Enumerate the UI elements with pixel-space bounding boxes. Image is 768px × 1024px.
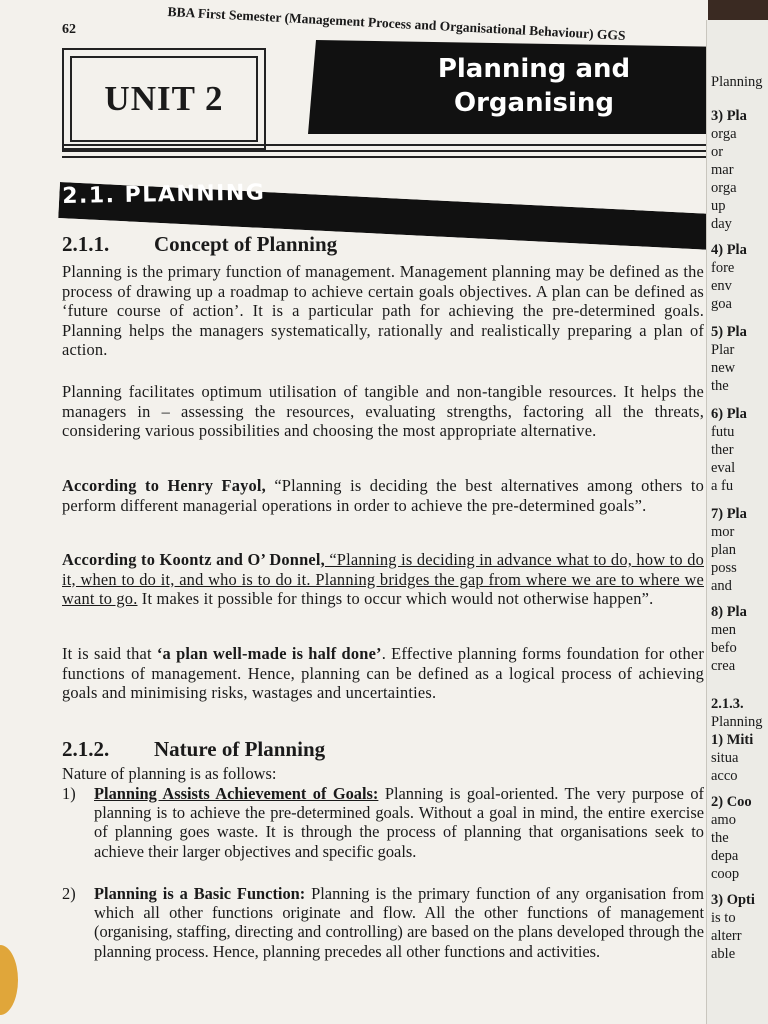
nature-item-2: [62, 884, 704, 984]
right-page-fragment: 2) Coo: [711, 794, 752, 810]
right-page-fragment: goa: [711, 296, 732, 312]
nature-item-1-text: Planning is goal-oriented. The very purpose of planning is to achieve the pre-determined goals. Without a goal in mind, the entire exercise of planning goes waste. It is through the process of planning that organisations seek to achieve their larger objectives and specific goals.: [94, 784, 705, 861]
nature-item-1-title: Planning Assists Achievement of Goals:: [94, 784, 379, 803]
nature-item-2-body: [94, 884, 704, 961]
right-page-fragment: day: [711, 216, 732, 232]
heading-concept-title: Concept of Planning: [154, 232, 338, 256]
right-page-fragment: orga: [711, 126, 737, 142]
section-title: 2.1. PLANNING: [62, 180, 266, 209]
nature-item-1-num: 1): [62, 784, 76, 803]
koontz-quote-rest: It makes it possible for things to occur which would not otherwise happen”.: [137, 589, 654, 609]
right-page-fragment: acco: [711, 768, 738, 784]
right-page-fragment: plan: [711, 542, 736, 558]
unit-title-line2: Organising: [453, 88, 614, 118]
right-page-fragment: alterr: [711, 928, 742, 944]
unit-title: [384, 52, 684, 120]
right-page-fragment: befo: [711, 640, 737, 656]
para-fayol: [62, 476, 704, 515]
right-page-fragment: up: [711, 198, 726, 214]
right-page-fragment: 1) Miti: [711, 732, 754, 748]
para-koontz: [62, 550, 704, 609]
right-page-fragment: situa: [711, 750, 739, 766]
nature-item-2-num: 2): [62, 884, 76, 903]
right-page-fragment: crea: [711, 658, 736, 674]
right-page-fragment: mar: [711, 162, 734, 178]
heading-nature-title: Nature of Planning: [154, 737, 326, 761]
right-page-fragment: amo: [711, 812, 736, 828]
right-page-fragment: the: [711, 378, 729, 394]
right-page-fragment: a fu: [711, 478, 734, 494]
right-page-fragment: eval: [711, 460, 736, 476]
right-page-fragment: 3) Opti: [711, 892, 755, 908]
nature-item-2-title-text: Planning is a Basic Function:: [94, 884, 306, 903]
right-page-fragment: 5) Pla: [711, 324, 747, 340]
right-page-fragment: fore: [711, 260, 735, 276]
heading-nature-num: 2.1.2.: [62, 737, 110, 761]
right-page-fragment: 8) Pla: [711, 604, 747, 620]
right-page-fragment: coop: [711, 866, 740, 882]
thumb-finger: [0, 945, 18, 1015]
unit-box: [62, 48, 266, 150]
nature-item-2-title: [94, 884, 305, 903]
nature-intro: Nature of planning is as follows:: [62, 764, 277, 783]
half-done-post: . Effective planning forms foundation for other functions of management. Hence, planning can be defined as a logical process of achieving goals and minimising risks, wastages and uncertainties.: [62, 644, 704, 703]
para-half-done: [62, 644, 704, 703]
para-concept-2: Planning facilitates optimum utilisation of tangible and non-tangible resources. It helps the managers in – assessing the resources, evaluating strengths, factoring all the threats, considering various possibilities and choosing the most appropriate alternative.: [62, 382, 704, 441]
koontz-lead: According to Koontz and O’ Donnel,: [62, 550, 325, 569]
right-page-fragment: poss: [711, 560, 737, 576]
half-done-pre: It is said that: [62, 644, 157, 663]
fayol-lead: According to Henry Fayol,: [62, 476, 266, 495]
right-page-fragment: 4) Pla: [711, 242, 747, 258]
unit-title-line1: Planning and: [437, 54, 631, 84]
header-rules: [62, 144, 708, 162]
right-page-fragment: the: [711, 830, 729, 846]
fayol-quote: “Planning is deciding the best alternatives among others to perform different managerial operations in order to achieve the pre-determined goals”.: [62, 476, 704, 515]
right-page-fragment: new: [711, 360, 736, 376]
right-page-fragment: ther: [711, 442, 734, 458]
right-page-fragment: Plar: [711, 342, 735, 358]
right-page-fragment: and: [711, 578, 732, 594]
right-page-fragment: mor: [711, 524, 735, 540]
nature-item-2-text: Planning is the primary function of any organisation from which all other functions originate and flow. All the other functions of management (organising, staffing, directing and controlling) are based on the plans developed through the planning process. Hence, planning precedes all other functions and activities.: [94, 884, 705, 961]
para-concept-1: Planning is the primary function of management. Management planning may be defined as the process of drawing up a roadmap to achieve certain goals objectives. A plan can be defined as ‘future course of action’. It is a particular path for achieving the pre-determined goals. Planning helps the managers systematically, rationally and realistically preparing a plan of action.: [62, 262, 704, 360]
right-page-fragment: or: [711, 144, 724, 160]
right-page-fragment: futu: [711, 424, 735, 440]
heading-nature: [62, 737, 325, 762]
right-page: [706, 20, 768, 1024]
right-page-fragment: orga: [711, 180, 737, 196]
page-number: 62: [62, 22, 76, 37]
unit-label: UNIT 2: [104, 79, 224, 118]
right-page-fragment: able: [711, 946, 736, 962]
heading-concept: [62, 232, 337, 257]
right-page-fragment: 2.1.3.: [711, 696, 744, 712]
half-done-bold: ‘a plan well-made is half done’: [156, 644, 382, 663]
right-page-fragment: Planning: [711, 714, 763, 730]
right-page-fragment: env: [711, 278, 732, 294]
right-page-fragment: 6) Pla: [711, 406, 747, 422]
right-page-fragment: 7) Pla: [711, 506, 747, 522]
right-page-fragment: is to: [711, 910, 736, 926]
right-page-fragment: men: [711, 622, 736, 638]
right-page-fragment: depa: [711, 848, 739, 864]
right-page-fragment: Planning: [711, 74, 763, 90]
nature-item-1-body: [94, 784, 704, 861]
koontz-quote-underlined: “Planning is deciding in advance what to do, how to do it, when to do it, and who is to do it. Planning bridges the gap from where we are to where we want to go.: [62, 550, 705, 609]
unit-box-inner: [70, 56, 258, 142]
heading-concept-num: 2.1.1.: [62, 232, 110, 256]
right-page-fragment: 3) Pla: [711, 108, 747, 124]
running-head: BBA First Semester (Management Process and Organisational Behaviour) GGS: [167, 4, 626, 43]
nature-item-1: [62, 784, 704, 880]
